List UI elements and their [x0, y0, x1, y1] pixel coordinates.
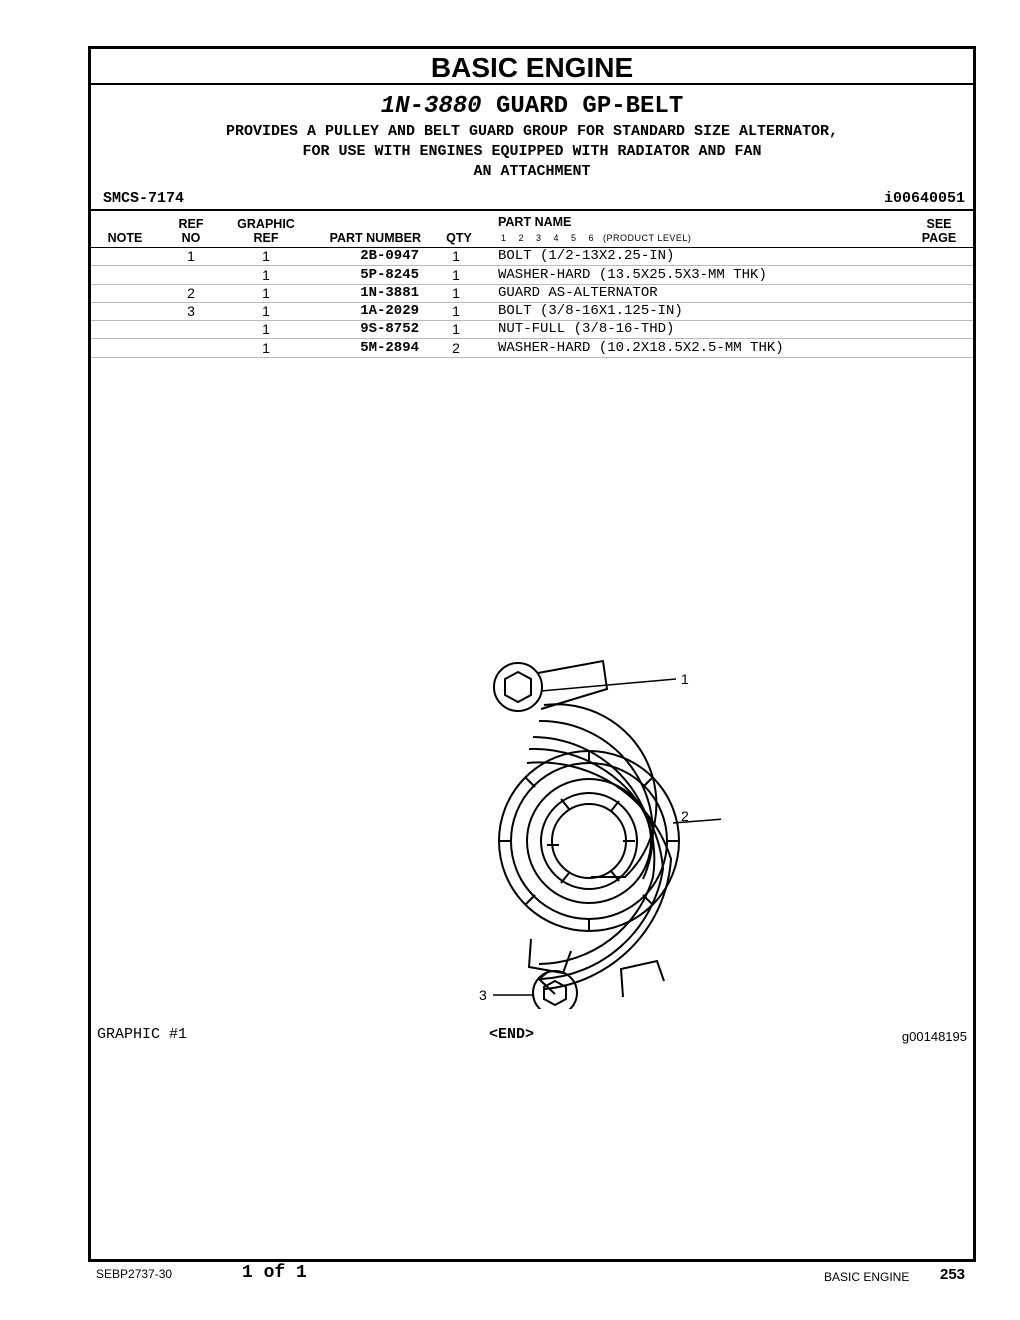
- bottom-bolt-detail: [471, 929, 591, 1009]
- part-name: GUARD AS-ALTERNATOR: [498, 285, 658, 301]
- table-row: [91, 320, 973, 339]
- part-number: 9S-8752: [360, 321, 419, 337]
- section-title: BASIC ENGINE: [91, 49, 973, 85]
- part-number: 5P-8245: [360, 267, 419, 283]
- table-row: [91, 247, 973, 266]
- table-row: [91, 284, 973, 303]
- col-see-bottom: PAGE: [921, 231, 957, 245]
- inner-rings-icon: [499, 751, 679, 931]
- part-number: 2B-0947: [360, 248, 419, 264]
- col-note: NOTE: [107, 231, 143, 245]
- description-line-2: FOR USE WITH ENGINES EQUIPPED WITH RADIATOR AND FAN: [302, 143, 762, 160]
- graphic-ref: 1: [262, 285, 270, 301]
- footer-page-count: 1 of 1: [242, 1263, 307, 1283]
- footer-page-number: 253: [940, 1266, 966, 1283]
- qty: 1: [452, 285, 460, 301]
- callout-3: 3: [479, 987, 487, 1003]
- part-name: BOLT (1/2-13X2.25-IN): [498, 248, 675, 264]
- col-graphic-top: GRAPHIC: [237, 217, 295, 231]
- col-product-levels: 1 2 3 4 5 6 (PRODUCT LEVEL): [501, 233, 692, 243]
- group-name: GUARD GP-BELT: [496, 93, 684, 120]
- col-graphic-bottom: REF: [253, 231, 279, 245]
- col-see-top: SEE: [926, 217, 952, 231]
- part-name: NUT-FULL (3/8-16-THD): [498, 321, 675, 337]
- graphic-ref: 1: [262, 321, 270, 337]
- part-number: 1N-3881: [360, 285, 419, 301]
- smcs-code: SMCS-7174: [103, 190, 185, 207]
- header-rule: [91, 209, 973, 211]
- table-row: [91, 266, 973, 285]
- description-line-1: PROVIDES A PULLEY AND BELT GUARD GROUP FOR STANDARD SIZE ALTERNATOR,: [225, 123, 839, 140]
- part-name: WASHER-HARD (13.5X25.5X3-MM THK): [498, 267, 767, 283]
- qty: 2: [452, 340, 460, 356]
- col-part-number: PART NUMBER: [329, 231, 421, 245]
- qty: 1: [452, 303, 460, 319]
- col-part-name: PART NAME: [498, 215, 572, 229]
- bottom-bolt-icon: [621, 961, 664, 997]
- description-line-3: AN ATTACHMENT: [473, 163, 591, 180]
- ref-no: 3: [187, 303, 195, 319]
- graphic-id: g00148195: [901, 1029, 967, 1044]
- part-name: BOLT (3/8-16X1.125-IN): [498, 303, 683, 319]
- graphic-ref: 1: [262, 303, 270, 319]
- page-frame: [88, 46, 976, 1262]
- part-number: 1A-2029: [360, 303, 419, 319]
- illustration-id: i00640051: [883, 190, 965, 207]
- graphic-ref: 1: [262, 248, 270, 264]
- group-part-number: 1N-3880: [380, 93, 482, 120]
- end-marker: <END>: [489, 1026, 535, 1043]
- callout-2: 2: [681, 808, 689, 824]
- ref-no: 1: [187, 248, 195, 264]
- graphic-label: GRAPHIC #1: [97, 1026, 188, 1043]
- part-name: WASHER-HARD (10.2X18.5X2.5-MM THK): [498, 340, 784, 356]
- table-row: [91, 302, 973, 321]
- col-ref-top: REF: [178, 217, 204, 231]
- group-title: [91, 93, 973, 120]
- callout-1: 1: [681, 671, 689, 687]
- footer-doc-number: SEBP2737-30: [96, 1267, 173, 1281]
- graphic-ref: 1: [262, 340, 270, 356]
- part-number: 5M-2894: [360, 340, 419, 356]
- qty: 1: [452, 248, 460, 264]
- ref-no: 2: [187, 285, 195, 301]
- callout-leader-1: [541, 679, 676, 691]
- table-row: [91, 339, 973, 358]
- col-qty: QTY: [446, 231, 472, 245]
- qty: 1: [452, 267, 460, 283]
- graphic-ref: 1: [262, 267, 270, 283]
- qty: 1: [452, 321, 460, 337]
- footer-section: BASIC ENGINE: [824, 1270, 910, 1284]
- col-ref-bottom: NO: [181, 231, 201, 245]
